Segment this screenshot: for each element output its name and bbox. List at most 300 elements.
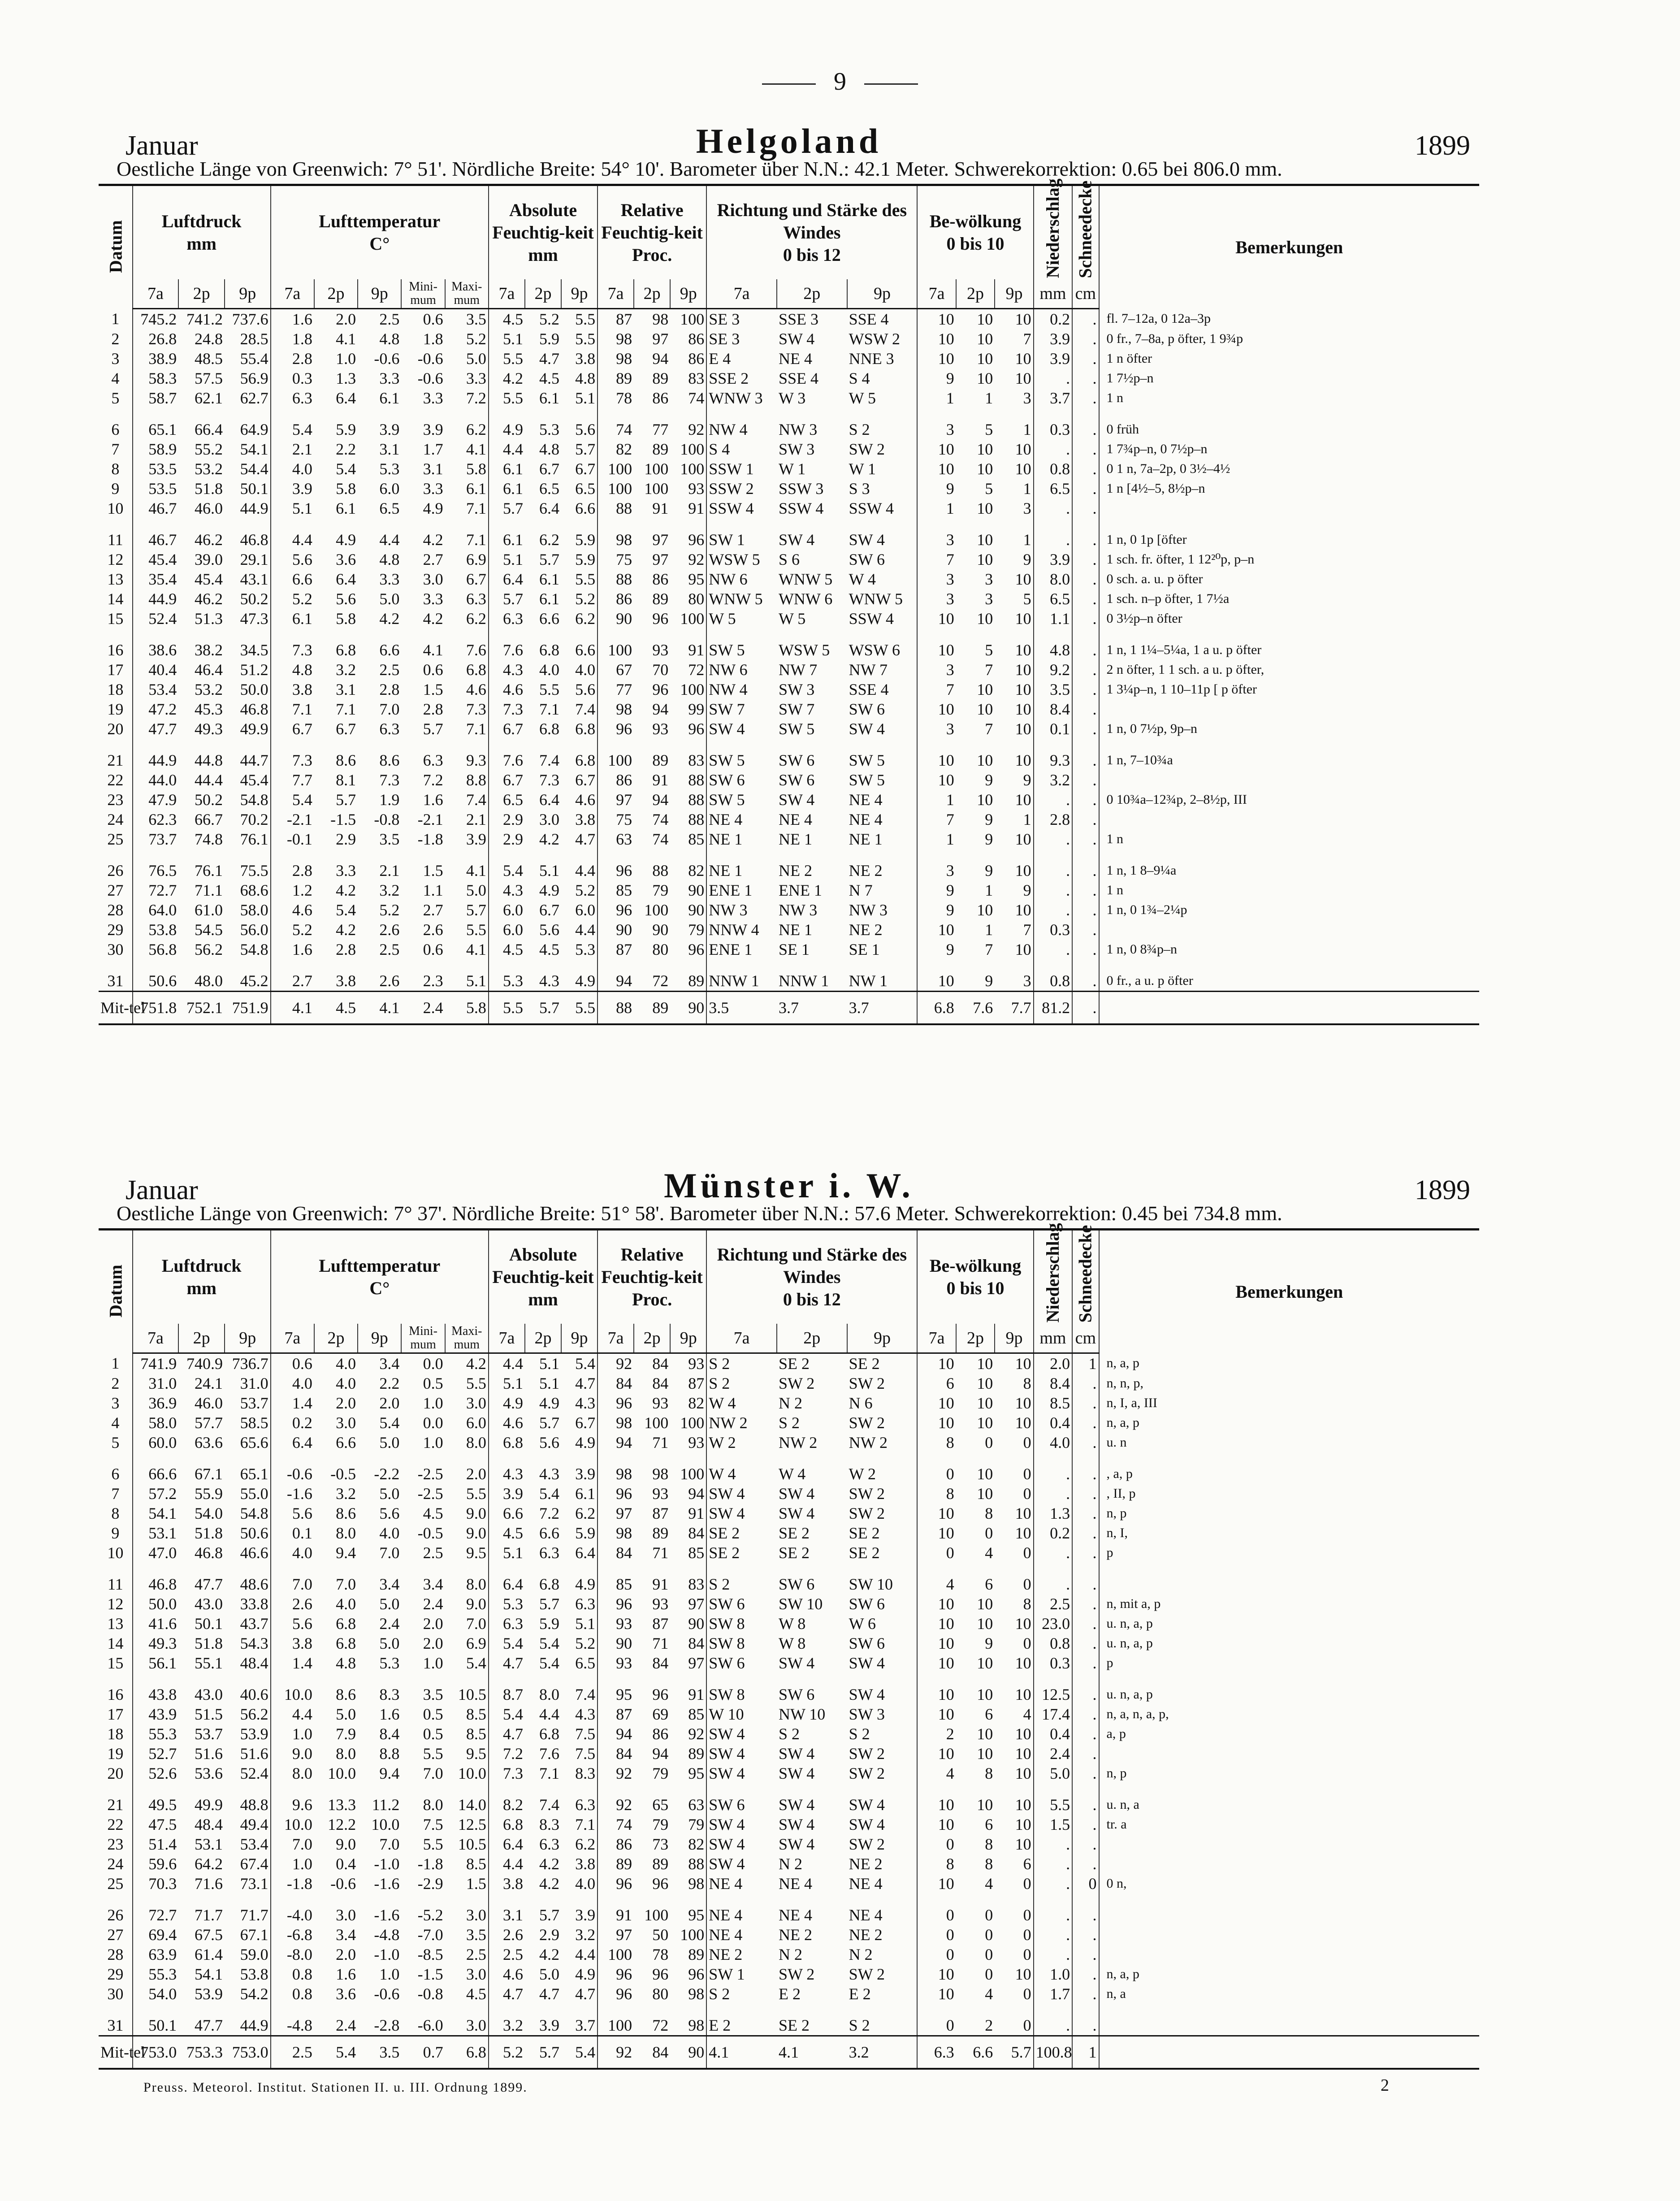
table-cell: 10 — [917, 1984, 956, 2004]
table-cell: WSW 6 — [849, 641, 900, 659]
table-cell: S 2 — [706, 1353, 777, 1374]
table-cell: 3.7 — [847, 992, 918, 1025]
table-cell: 9.4 — [379, 1764, 400, 1782]
gap-cell — [917, 739, 956, 750]
table-row — [99, 530, 1479, 550]
table-cell: 44.4 — [194, 771, 223, 789]
table-cell: 6.3 — [423, 751, 443, 769]
table-row — [99, 498, 1479, 518]
table-cell: 57.7 — [194, 1414, 223, 1432]
table-cell: 4 — [111, 1414, 120, 1432]
table-cell: 4.1 — [423, 641, 443, 659]
table-cell: -0.6 — [330, 1875, 356, 1893]
table-cell: 5.2 — [575, 881, 596, 899]
table-cell: 86 — [652, 570, 669, 588]
table-cell: 8.6 — [336, 751, 356, 769]
table-cell: 10 — [1015, 1835, 1031, 1853]
gap-cell — [489, 1893, 525, 1905]
footer-number: 2 — [1381, 2076, 1389, 2095]
table-cell: 61.4 — [194, 1945, 223, 1963]
table-cell: -7.0 — [417, 1926, 443, 1944]
gap-cell — [525, 1893, 561, 1905]
table-cell: 51.8 — [194, 480, 223, 498]
remark-cell: 1 n [4½–5, 8½p–n — [1099, 479, 1479, 498]
gap-cell — [525, 408, 561, 420]
table-cell: 10 — [917, 1393, 956, 1413]
table-cell: 6.8 — [575, 751, 596, 769]
gap-cell — [995, 1563, 1033, 1574]
table-cell: 3.0 — [423, 570, 443, 588]
table-cell: 737.6 — [232, 310, 268, 328]
gap-cell — [670, 1452, 706, 1464]
table-cell: 8.0 — [336, 1745, 356, 1763]
remark-cell: 1 7¾p–n, 0 7½p–n — [1099, 439, 1479, 459]
remark-cell: n, I, a, III — [1099, 1393, 1479, 1413]
gap-cell — [445, 1452, 489, 1464]
table-cell: 7.3 — [271, 750, 314, 770]
table-cell: SW 6 — [706, 1594, 777, 1614]
table-cell: 51.3 — [194, 610, 223, 628]
table-row — [99, 1704, 1479, 1724]
table-cell: 10.0 — [271, 1815, 314, 1834]
table-cell: 3.2 — [489, 2015, 525, 2036]
table-cell: 86 — [688, 350, 705, 368]
table-cell: . — [1034, 498, 1072, 518]
table-cell: 2.6 — [379, 972, 400, 990]
table-cell: 46.2 — [194, 531, 223, 549]
table-cell: 6.1 — [379, 389, 400, 407]
gap-cell — [489, 2004, 525, 2015]
table-cell: 5.9 — [575, 531, 596, 549]
remark-cell: 1 sch. n–p öfter, 1 7½a — [1099, 589, 1479, 609]
table-cell: 7.6 — [489, 640, 525, 660]
table-cell: 1 — [111, 1354, 120, 1373]
table-cell: 26.8 — [133, 329, 179, 349]
table-cell: 10 — [1015, 310, 1031, 328]
gap-cell — [1072, 959, 1099, 971]
gap-cell — [706, 2004, 777, 2015]
table-cell: 96 — [598, 1964, 634, 1984]
table-cell: SW 6 — [706, 1653, 777, 1673]
table-cell: SW 4 — [778, 1835, 815, 1853]
table-cell: 47.7 — [194, 2016, 223, 2034]
table-cell: 100 — [680, 310, 705, 328]
table-cell: . — [1072, 1815, 1099, 1834]
table-cell: 3.8 — [336, 972, 356, 990]
table-cell: 86 — [652, 1725, 669, 1743]
table-cell: 5.2 — [575, 1634, 596, 1652]
gap-cell — [99, 1783, 133, 1795]
table-cell: 85 — [688, 1705, 705, 1723]
table-cell: 9 — [1023, 771, 1031, 789]
table-cell: W 8 — [778, 1615, 806, 1633]
table-cell: 4 — [985, 1544, 993, 1562]
gap-cell — [133, 1563, 179, 1574]
table-cell: 71.6 — [194, 1875, 223, 1893]
table-row — [99, 388, 1479, 408]
station-month: Januar — [126, 1175, 198, 1205]
table-cell: SW 4 — [849, 531, 885, 549]
gap-cell — [271, 1673, 314, 1685]
table-cell: 5.6 — [271, 1614, 314, 1633]
table-cell: 10 — [977, 1685, 993, 1703]
table-cell: 46.0 — [194, 1394, 223, 1412]
table-cell: 7.6 — [539, 1745, 560, 1763]
table-cell: 4.4 — [271, 530, 314, 550]
gap-cell — [670, 849, 706, 861]
subheader-cell: 2p — [956, 1324, 995, 1353]
table-cell: . — [1072, 1413, 1099, 1433]
table-cell: 3.3 — [423, 480, 443, 498]
table-cell: 1.9 — [379, 791, 400, 809]
table-cell: 49.3 — [133, 1633, 179, 1653]
gap-cell — [634, 849, 670, 861]
table-cell: 0.0 — [423, 1355, 443, 1373]
table-cell: 6.5 — [575, 1654, 596, 1672]
table-cell: 72 — [688, 661, 705, 679]
table-cell: 10 — [1015, 1414, 1031, 1432]
gap-cell — [777, 408, 847, 420]
table-cell: 5 — [111, 389, 120, 407]
table-cell: SW 4 — [706, 1834, 777, 1854]
subheader-cell: 2p — [314, 1324, 358, 1353]
gap-cell — [917, 1452, 956, 1464]
table-cell: 4.3 — [539, 1465, 560, 1483]
table-cell: 3.9 — [489, 1484, 525, 1503]
table-cell: 4.7 — [539, 1985, 560, 2003]
table-cell: 5.6 — [271, 1503, 314, 1523]
gap-cell — [401, 1452, 445, 1464]
gap-cell — [178, 849, 225, 861]
gap-cell — [670, 518, 706, 530]
table-cell: 89 — [652, 1524, 669, 1542]
table-cell: 92 — [688, 550, 705, 568]
station-header — [99, 121, 1479, 184]
gap-cell — [777, 1452, 847, 1464]
table-cell: 4.7 — [489, 1653, 525, 1673]
table-cell: 10 — [977, 791, 993, 809]
table-cell: 9 — [985, 771, 993, 789]
table-cell: 94 — [598, 1433, 634, 1452]
gap-cell — [178, 628, 225, 640]
table-cell: 70.2 — [240, 810, 268, 828]
subheader-cell: 7a — [598, 279, 634, 309]
table-cell: 7.6 — [956, 992, 995, 1025]
table-cell: 60.0 — [133, 1433, 179, 1452]
table-cell: 3 — [111, 350, 120, 368]
table-cell: 10 — [977, 610, 993, 628]
remark-cell — [1099, 699, 1479, 719]
gap-cell — [99, 628, 133, 640]
table-cell: 66.7 — [194, 810, 223, 828]
table-row — [99, 1503, 1479, 1523]
gap-cell — [634, 518, 670, 530]
table-cell: 22 — [107, 771, 124, 789]
gap-cell — [995, 518, 1033, 530]
table-row — [99, 1543, 1479, 1563]
table-cell: 1.8 — [271, 329, 314, 349]
gap-cell — [847, 959, 918, 971]
table-cell: 53.9 — [194, 1985, 223, 2003]
table-cell: 10 — [917, 640, 956, 660]
table-cell: 53.2 — [194, 680, 223, 698]
table-cell: 3.5 — [466, 310, 486, 328]
table-cell: 7.0 — [271, 1574, 314, 1594]
table-cell: SW 7 — [706, 699, 777, 719]
gap-cell — [634, 1452, 670, 1464]
table-cell: Mit-tel — [99, 992, 133, 1025]
table-cell: 97 — [652, 550, 669, 568]
table-cell: 8 — [917, 1854, 956, 1874]
table-cell: SW 6 — [849, 1595, 885, 1613]
table-cell: -2.1 — [271, 810, 314, 829]
table-cell: 4.8 — [539, 440, 560, 458]
gap-cell — [995, 408, 1033, 420]
table-cell: 1 — [985, 881, 993, 899]
table-cell: 9 — [917, 368, 956, 388]
remark-cell: 1 n, 7–10¾a — [1099, 750, 1479, 770]
table-cell: 5.1 — [575, 389, 596, 407]
subheader-cell: 7a — [271, 1324, 314, 1353]
table-cell: -0.6 — [417, 350, 443, 368]
table-cell: 10 — [917, 1964, 956, 1984]
col-lufttemperatur: Lufttemperatur C° — [271, 185, 489, 280]
table-cell: . — [1072, 971, 1099, 992]
table-cell: 5.2 — [466, 330, 486, 348]
table-cell: 1 — [1023, 480, 1031, 498]
table-cell: 4.4 — [575, 862, 596, 880]
table-cell: 0 — [1023, 1634, 1031, 1652]
table-cell: 8.0 — [336, 1524, 356, 1542]
gap-cell — [225, 628, 271, 640]
subheader-cell: 2p — [956, 279, 995, 309]
table-cell: 10 — [917, 920, 956, 940]
table-cell: 72 — [652, 2016, 669, 2034]
table-cell: . — [1072, 439, 1099, 459]
table-cell: SW 6 — [849, 700, 885, 718]
table-cell: 8.5 — [466, 1705, 486, 1723]
table-cell: 1.6 — [379, 1705, 400, 1723]
gap-cell — [489, 518, 525, 530]
remark-cell: u. n, a, p — [1099, 1685, 1479, 1704]
table-cell: 4.0 — [271, 1543, 314, 1563]
table-cell: 2.2 — [336, 440, 356, 458]
table-cell: SW 6 — [778, 771, 815, 789]
table-cell: 5.5 — [489, 992, 525, 1025]
table-cell: 10 — [977, 1485, 993, 1503]
table-cell: 6.4 — [575, 1544, 596, 1562]
table-cell: 23 — [107, 791, 124, 809]
table-cell: 4.2 — [466, 1355, 486, 1373]
table-cell: SW 5 — [706, 640, 777, 660]
gap-cell — [561, 1673, 598, 1685]
table-cell: 2.4 — [423, 1595, 443, 1613]
gap-cell — [1072, 849, 1099, 861]
table-cell: 9 — [917, 900, 956, 920]
table-row — [99, 829, 1479, 849]
table-cell: 74 — [598, 420, 634, 439]
table-cell: 1 — [985, 389, 993, 407]
table-cell: 54.1 — [194, 1965, 223, 1983]
table-cell: 49.5 — [133, 1795, 179, 1815]
remark-cell: 1 3¼p–n, 1 10–11p [ p öfter — [1099, 680, 1479, 699]
gap-cell — [314, 518, 358, 530]
table-cell: 6.1 — [489, 530, 525, 550]
table-cell: 8.4 — [1034, 699, 1072, 719]
table-cell: SE 2 — [849, 1355, 880, 1373]
gap-cell — [271, 408, 314, 420]
gap-cell — [1072, 408, 1099, 420]
gap-cell — [358, 849, 401, 861]
table-cell: 33.8 — [240, 1595, 268, 1613]
remark-cell: u. n, a, p — [1099, 1614, 1479, 1633]
table-cell: SW 4 — [849, 1815, 885, 1833]
table-cell: 6.4 — [539, 499, 560, 517]
table-row — [99, 1484, 1479, 1503]
table-cell: 5.5 — [423, 1745, 443, 1763]
gap-cell — [525, 1673, 561, 1685]
gap-cell — [314, 1673, 358, 1685]
table-row — [99, 1685, 1479, 1704]
table-cell: SW 8 — [706, 1685, 777, 1704]
table-cell: 98 — [598, 530, 634, 550]
table-cell: NE 4 — [706, 1905, 777, 1925]
table-cell: 3.5 — [1034, 680, 1072, 699]
table-cell: 5.7 — [575, 440, 596, 458]
remark-cell: 0 n, — [1099, 1874, 1479, 1893]
table-row — [99, 368, 1479, 388]
remark-cell — [1099, 1945, 1479, 1964]
table-cell: 12.5 — [458, 1815, 486, 1833]
subheader-cell: 7a — [917, 1324, 956, 1353]
table-cell: 88 — [688, 810, 705, 828]
table-cell: 8 — [111, 460, 120, 478]
table-row — [99, 1653, 1479, 1673]
table-cell: SE 2 — [778, 1355, 810, 1373]
gap-cell — [777, 849, 847, 861]
gap-cell — [995, 1893, 1033, 1905]
table-cell: 10 — [1015, 369, 1031, 387]
table-row — [99, 810, 1479, 829]
gap-cell — [271, 518, 314, 530]
table-cell: 6.6 — [489, 1503, 525, 1523]
table-row — [99, 1834, 1479, 1854]
table-cell: . — [1072, 530, 1099, 550]
table-cell: 98 — [652, 1465, 669, 1483]
table-cell: SW 4 — [849, 1654, 885, 1672]
table-cell: 11 — [107, 531, 123, 549]
table-cell: 94 — [598, 971, 634, 992]
table-cell: 45.4 — [240, 771, 268, 789]
table-cell: 4.9 — [575, 972, 596, 990]
table-cell: 5.7 — [539, 1414, 560, 1432]
table-cell: 10 — [1015, 901, 1031, 919]
table-cell: 5.9 — [336, 420, 356, 438]
table-cell: 0 — [1023, 1926, 1031, 1944]
table-cell: 92 — [598, 1353, 634, 1374]
table-cell: 88 — [598, 569, 634, 589]
table-cell: 48.0 — [194, 972, 223, 990]
table-cell: 6.6 — [379, 641, 400, 659]
table-cell: 10 — [917, 750, 956, 770]
table-cell: 4.4 — [539, 1705, 560, 1723]
table-row — [99, 420, 1479, 439]
table-cell: 10 — [977, 330, 993, 348]
table-cell: 10 — [1015, 641, 1031, 659]
table-cell: 741.2 — [186, 310, 223, 328]
gap-cell — [489, 739, 525, 750]
table-cell: 10 — [917, 1523, 956, 1543]
table-cell: 0 — [985, 1965, 993, 1983]
table-cell: 5.9 — [539, 330, 560, 348]
gap-cell — [133, 518, 179, 530]
table-cell: 6.8 — [489, 1433, 525, 1452]
subheader-cell: 7a — [133, 1324, 179, 1353]
table-cell: 1.0 — [271, 1724, 314, 1744]
table-cell: 8.0 — [466, 1434, 486, 1451]
table-cell: . — [1072, 660, 1099, 680]
table-cell: 84 — [634, 2036, 670, 2069]
group-gap — [99, 959, 1479, 971]
table-cell: 93 — [652, 1485, 669, 1503]
subheader-cell: Mini-mum — [401, 279, 445, 309]
table-cell: 93 — [688, 1355, 705, 1373]
gap-cell — [1034, 1452, 1072, 1464]
gap-cell — [225, 408, 271, 420]
table-cell: 54.1 — [133, 1503, 179, 1523]
table-cell: 100 — [680, 1926, 705, 1944]
table-cell: 5.8 — [336, 480, 356, 498]
table-row — [99, 329, 1479, 349]
table-cell: 2.0 — [1034, 1353, 1072, 1374]
table-cell: . — [1072, 719, 1099, 739]
table-cell: SW 6 — [778, 1685, 815, 1703]
table-cell: 64.0 — [133, 900, 179, 920]
gap-cell — [670, 1563, 706, 1574]
table-cell: 14 — [107, 1634, 124, 1652]
table-cell: 100 — [680, 1465, 705, 1483]
table-cell: . — [1072, 349, 1099, 368]
gap-cell — [598, 1452, 634, 1464]
table-cell: 24 — [107, 1855, 124, 1873]
table-cell: 8 — [985, 1504, 993, 1522]
table-cell: 78 — [598, 388, 634, 408]
remark-cell: 0 1 n, 7a–2p, 0 3½–4½ — [1099, 459, 1479, 479]
subheader-cell: 9p — [847, 279, 918, 309]
table-cell: SW 2 — [849, 1745, 885, 1763]
table-cell: 96 — [652, 1685, 669, 1703]
gap-cell — [133, 849, 179, 861]
table-cell: 6.8 — [539, 1725, 560, 1743]
remark-cell: , a, p — [1099, 1464, 1479, 1484]
gap-cell — [1099, 1893, 1479, 1905]
table-cell: 3.0 — [466, 1394, 486, 1412]
gap-cell — [401, 628, 445, 640]
table-cell: 0.8 — [1034, 971, 1072, 992]
station-month: Januar — [126, 130, 198, 161]
table-cell: 8.0 — [466, 1575, 486, 1593]
gap-cell — [598, 1783, 634, 1795]
table-row — [99, 861, 1479, 880]
table-cell: 5.7 — [525, 2036, 561, 2069]
table-cell: ENE 1 — [706, 940, 777, 959]
table-cell: 4.5 — [539, 940, 560, 958]
gap-cell — [956, 1452, 995, 1464]
table-cell: 96 — [652, 1965, 669, 1983]
table-cell: NW 3 — [849, 901, 888, 919]
gap-cell — [956, 739, 995, 750]
table-cell: 5.4 — [539, 1634, 560, 1652]
